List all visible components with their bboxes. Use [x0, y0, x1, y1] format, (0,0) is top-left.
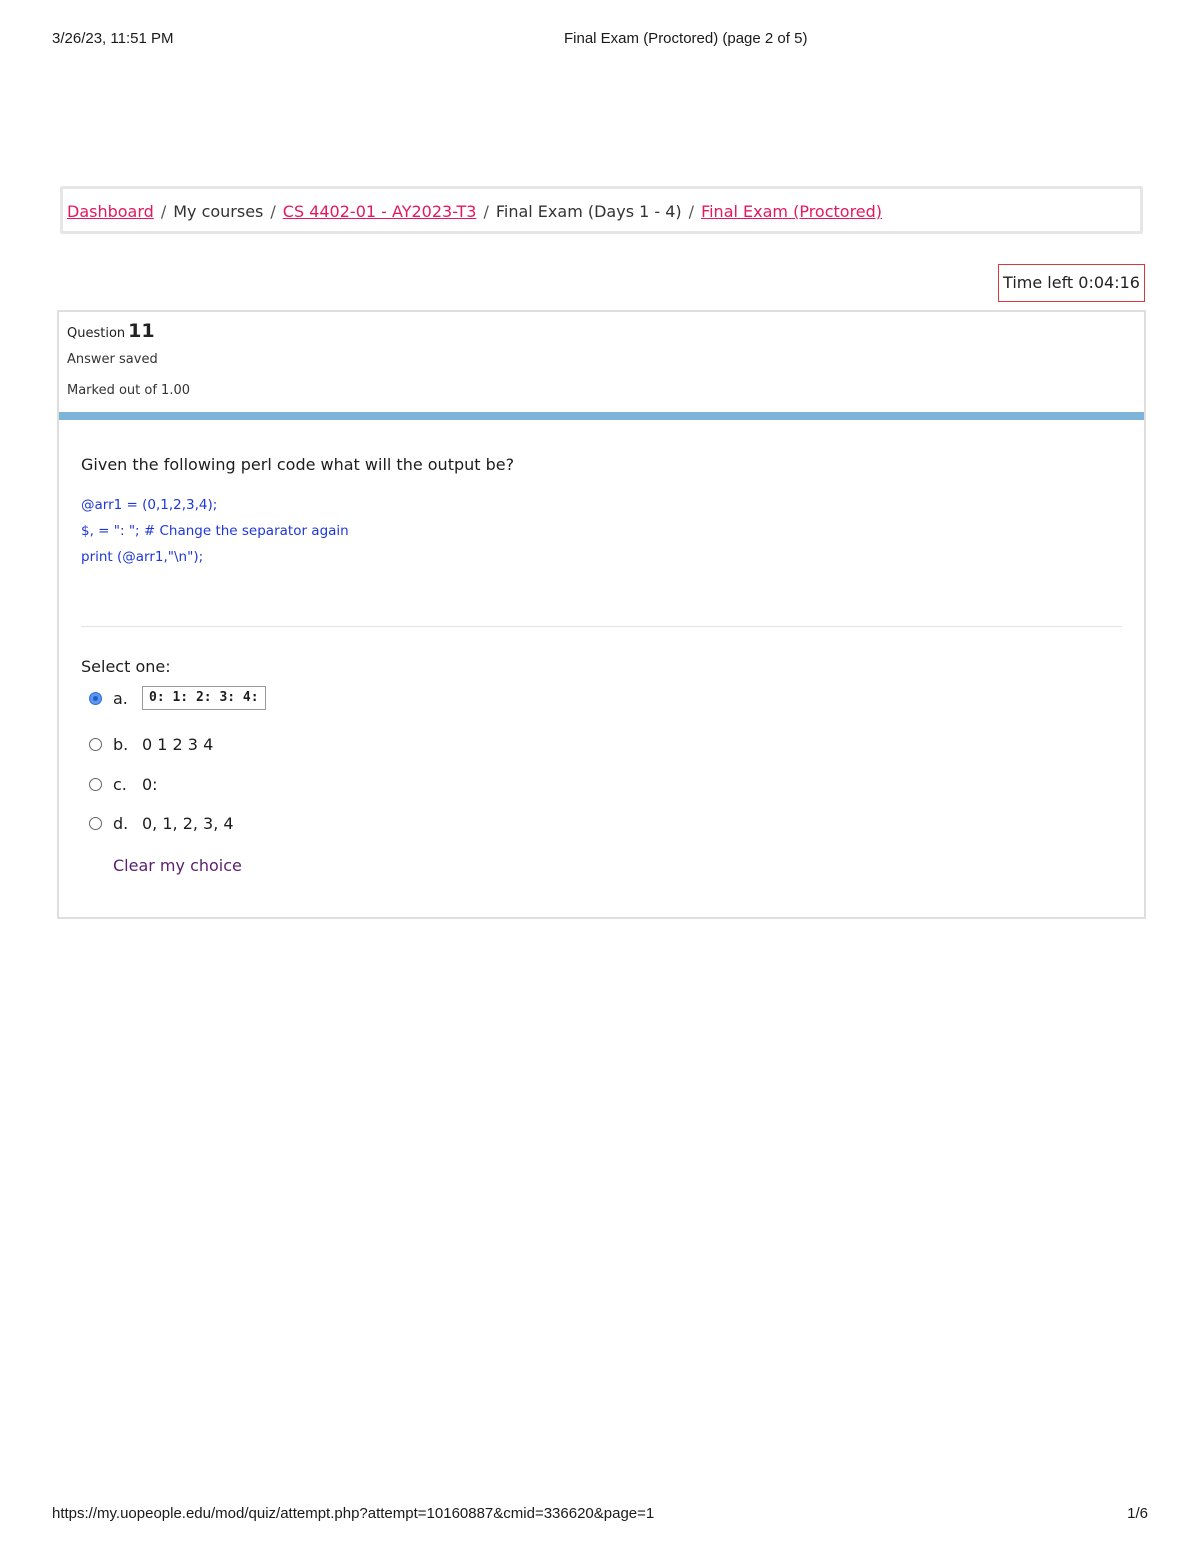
option-letter: a. — [113, 688, 128, 708]
breadcrumb-item-my-courses: My courses — [173, 202, 264, 221]
breadcrumb — [67, 202, 882, 221]
breadcrumb-link-final-exam-proctored[interactable]: Final Exam (Proctored) — [701, 202, 883, 221]
clear-my-choice-link[interactable]: Clear my choice — [113, 856, 242, 875]
answer-option-b[interactable] — [89, 730, 213, 758]
question-number-line — [67, 320, 190, 342]
time-left-timer: Time left 0:04:16 — [998, 264, 1145, 302]
answer-option-c[interactable] — [89, 770, 158, 798]
answer-option-a[interactable] — [89, 684, 266, 712]
question-content-bar — [59, 412, 1144, 420]
question-text: Given the following perl code what will the output be? — [81, 455, 515, 474]
breadcrumb-separator: / — [688, 202, 695, 221]
question-prefix: Question — [67, 326, 126, 341]
divider — [81, 626, 1122, 627]
select-one-label: Select one: — [81, 657, 171, 676]
radio-d[interactable] — [89, 817, 102, 830]
breadcrumb-separator: / — [483, 202, 489, 221]
radio-c[interactable] — [89, 778, 102, 791]
code-line: @arr1 = (0,1,2,3,4); — [81, 497, 218, 513]
option-letter: c. — [113, 774, 127, 794]
option-letter: b. — [113, 734, 129, 754]
radio-b[interactable] — [89, 738, 102, 751]
print-page-title: Final Exam (Proctored) (page 2 of 5) — [564, 30, 808, 47]
question-info — [67, 320, 190, 398]
print-header — [52, 30, 1148, 50]
code-line: print (@arr1,"\n"); — [81, 549, 204, 565]
breadcrumb-link-dashboard[interactable]: Dashboard — [67, 202, 154, 221]
option-text: 0, 1, 2, 3, 4 — [142, 813, 234, 833]
breadcrumb-container — [60, 186, 1143, 234]
print-url: https://my.uopeople.edu/mod/quiz/attempt.php?attempt=10160887&cmid=336620&page=1 — [52, 1505, 655, 1522]
question-mark: Marked out of 1.00 — [67, 383, 191, 398]
question-card — [57, 310, 1146, 919]
print-datetime: 3/26/23, 11:51 PM — [52, 30, 174, 47]
question-state: Answer saved — [67, 352, 158, 367]
option-letter: d. — [113, 813, 129, 833]
print-footer — [52, 1505, 1148, 1525]
option-text: 0 1 2 3 4 — [142, 734, 214, 754]
option-text: 0: 1: 2: 3: 4: — [142, 686, 266, 710]
code-block — [81, 492, 349, 570]
code-line: $, = ": "; # Change the separator again — [81, 523, 349, 539]
breadcrumb-item-final-exam-days: Final Exam (Days 1 - 4) — [495, 202, 682, 221]
answer-option-d[interactable] — [89, 809, 234, 837]
breadcrumb-separator: / — [270, 202, 276, 221]
question-number: 11 — [128, 320, 155, 342]
radio-a[interactable] — [89, 692, 102, 705]
print-page-number: 1/6 — [1127, 1505, 1148, 1522]
breadcrumb-link-course[interactable]: CS 4402-01 - AY2023-T3 — [282, 202, 477, 221]
option-text: 0: — [142, 774, 158, 794]
breadcrumb-separator: / — [160, 202, 167, 221]
